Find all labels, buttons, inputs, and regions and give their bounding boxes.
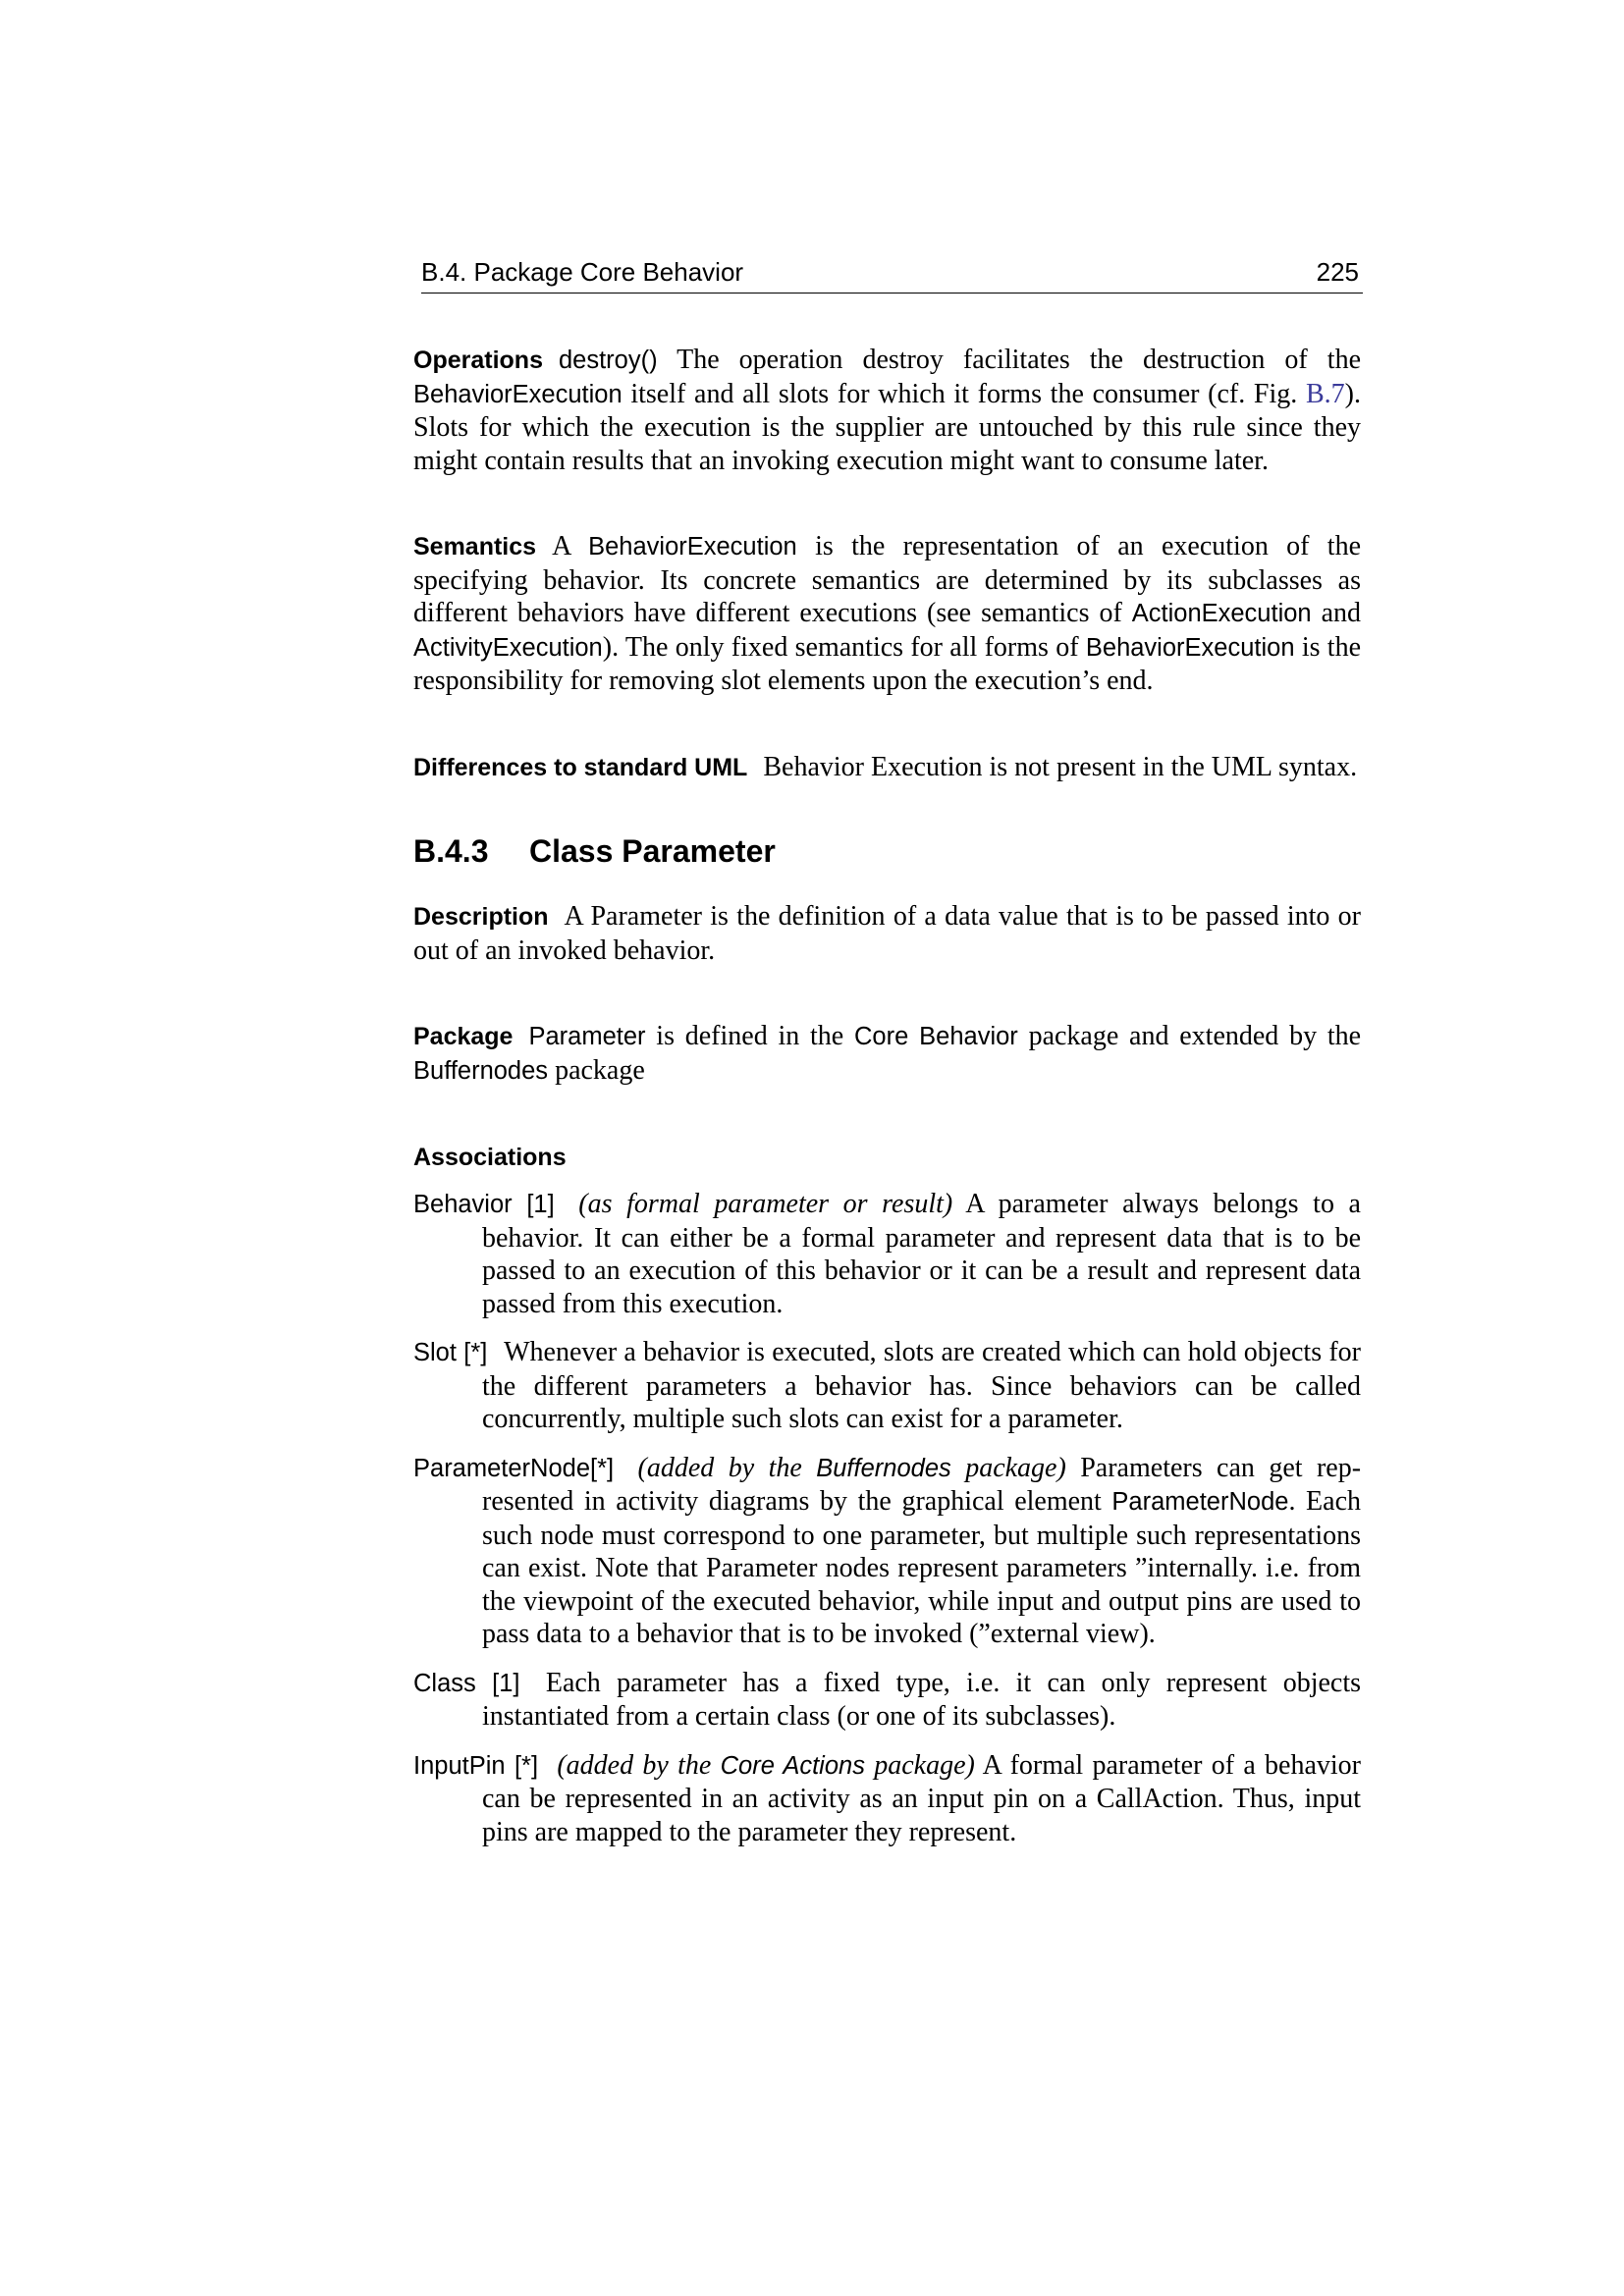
association-inputpin (413, 1749, 1361, 1849)
association-text-slot: Whenever a behavior is executed, slots are created which can hold objects for the different parameters a behavior has. Since behaviors can be called concurrently, multiple such slots can exist for a parameter. (482, 1337, 1361, 1434)
association-term-slot: Slot [*] (413, 1339, 488, 1366)
association-term-inputpin: InputPin [*] (413, 1751, 539, 1780)
association-text-parameternode-2: . Each such node must correspond to one parameter, but multiple such representations can exist. Note that Parameter nodes represent parameters ”internally. i.e. from the viewpoint of the executed behavior, while input and output pins are used to pass data to a behavior that is to be invoked (”external view). (482, 1486, 1361, 1649)
description-text: A Parameter is the definition of a data value that is to be passed into or out of an invoked behavior. (413, 901, 1361, 966)
running-head (421, 257, 1363, 294)
association-note-ref-buffernodes: Buffernodes (816, 1454, 951, 1482)
association-note-pre-parameternode: (added by the (637, 1452, 802, 1483)
operations-ref-behaviorexecution: BehaviorExecution (413, 380, 623, 408)
figure-link-b7[interactable]: B.7 (1305, 378, 1345, 409)
section-heading (413, 831, 1361, 871)
semantics-ref-behaviorexecution: BehaviorExecution (588, 533, 797, 561)
operations-text-2: itself and all slots for which it forms the consumer (cf. Fig. (630, 378, 1298, 409)
page-number: 225 (1316, 257, 1359, 287)
association-behavior (413, 1188, 1361, 1320)
association-slot (413, 1336, 1361, 1436)
association-text-parameternode-1: Parameters can get represented in activity diagrams by the graphical element (482, 1452, 1362, 1517)
running-head-section: B.4. Package Core Behavior (421, 257, 744, 287)
semantics-ref-activityexecution: ActivityExecution (413, 633, 603, 662)
semantics-ref-actionexecution: ActionExecution (1131, 600, 1312, 627)
semantics-text-3: and (1321, 598, 1362, 628)
differences-paragraph (413, 751, 1361, 785)
package-text-2: package and extended by the (1028, 1021, 1362, 1051)
operations-method: destroy() (558, 347, 658, 374)
description-label: Description (413, 903, 549, 931)
semantics-label: Semantics (413, 533, 537, 561)
association-note-post-inputpin: package) (874, 1749, 975, 1781)
semantics-text-4: ). The only fixed semantics for all forms of (602, 631, 1079, 663)
association-text-class: Each parameter has a fixed type, i.e. it can only represent objects instantiated from a certain class (or one of its subclasses). (482, 1667, 1362, 1732)
associations-heading: Associations (413, 1144, 567, 1171)
association-note-ref-core-actions: Core Actions (720, 1751, 865, 1780)
differences-label: Differences to standard UML (413, 753, 748, 781)
package-ref-buffernodes: Buffernodes (413, 1056, 549, 1085)
package-paragraph (413, 1020, 1361, 1088)
association-term-class: Class [1] (413, 1669, 520, 1697)
section-title: Class Parameter (529, 833, 776, 869)
association-ref-parameternode: ParameterNode (1111, 1488, 1289, 1516)
operations-text-3: ). Slots for which the execution is the supplier are untouched by this rule since they might contain results that an invoking execution might want to consume later. (413, 378, 1361, 476)
description-paragraph (413, 900, 1361, 967)
package-label: Package (413, 1023, 514, 1050)
association-parameternode (413, 1452, 1361, 1651)
semantics-text-2: is the representation of an execution of the specifying behavior. Its concrete semantics are determined by its subclasses as different behaviors have different executions (see semantics of (413, 531, 1362, 628)
association-note-post-parameternode: package) (965, 1452, 1066, 1483)
package-text-1: is defined in the (656, 1021, 844, 1051)
association-term-behavior: Behavior [1] (413, 1191, 555, 1218)
association-text-inputpin: A formal parameter of a behavior can be represented in an activity as an input pin on a CallAction. Thus, input pins are mapped to the parameter they represent. (482, 1749, 1362, 1847)
operations-text-1: The operation destroy facilitates the destruction of the (677, 345, 1361, 375)
differences-text: Behavior Execution is not present in the UML syntax. (763, 751, 1358, 782)
association-note-behavior: (as formal parameter or result) (578, 1189, 953, 1219)
package-text-3: package (555, 1054, 645, 1086)
page-body (413, 344, 1361, 1864)
association-class (413, 1667, 1361, 1734)
semantics-paragraph (413, 530, 1361, 698)
semantics-text-1: A (552, 531, 570, 561)
section-number: B.4.3 (413, 833, 489, 869)
semantics-ref-behaviorexecution-2: BehaviorExecution (1085, 633, 1295, 662)
operations-label: Operations (413, 347, 543, 374)
association-term-parameternode: ParameterNode[*] (413, 1454, 615, 1482)
semantics-text-5: is the responsibility for removing slot elements upon the execution’s end. (413, 631, 1362, 696)
operations-paragraph (413, 344, 1361, 477)
package-ref-core-behavior: Core Behavior (854, 1023, 1018, 1050)
association-text-behavior: A parameter always belongs to a behavior. It can either be a formal parameter and represent data that is to be passed to an execution of this behavior or it can be a result and represent data passed from this execution. (482, 1189, 1361, 1319)
association-note-pre-inputpin: (added by the (557, 1749, 712, 1781)
package-ref-parameter: Parameter (528, 1023, 646, 1050)
